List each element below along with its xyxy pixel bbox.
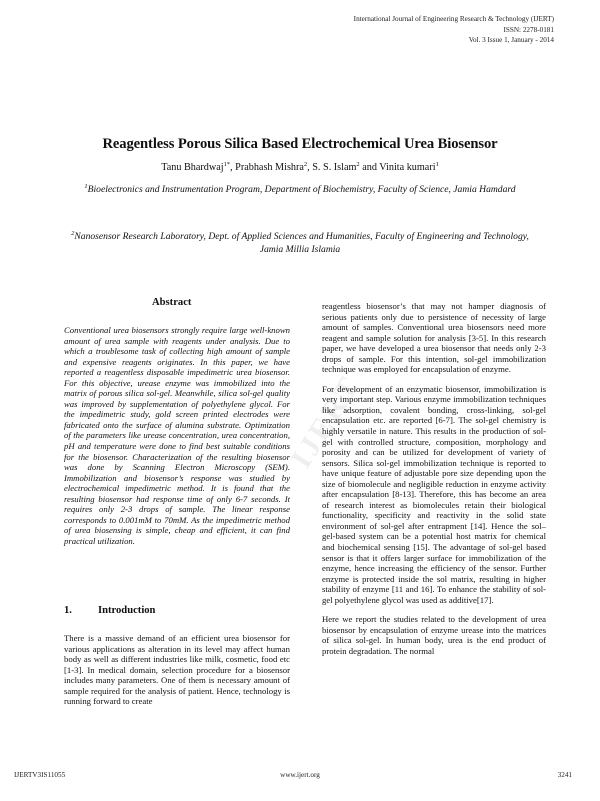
volume-issue: Vol. 3 Issue 1, January - 2014	[468, 36, 554, 45]
right-paragraph-1: reagentless biosensor’s that may not hamper diagnosis of serious patients only due to persistence of necessity of large amount of samples. Conventional urea biosensors need more reagent and sample solution for analysis [3-5]. In this research paper, we have developed a urea biosensor that needs only 2-3 drops of sample. For this intention, sol-gel immobilization technique was employed for encapsulation of enzyme.	[322, 301, 546, 375]
author-sep: and	[359, 162, 380, 173]
affiliation-text: Bioelectronics and Instrumentation Program, Department of Biochemistry, Faculty of Science, Jamia Hamdard	[87, 184, 516, 195]
abstract-body	[64, 325, 290, 546]
author-name: Vinita kumari	[379, 162, 436, 173]
author-sep: ,	[307, 162, 313, 173]
footer-paper-id: IJERTV3IS11055	[14, 771, 66, 779]
right-column	[322, 301, 546, 657]
author-sup: 1	[435, 161, 439, 168]
section-number: 1.	[64, 605, 72, 616]
affiliation-sup: 1	[84, 183, 88, 190]
section-title: Introduction	[97, 605, 156, 616]
abstract-paragraph: Conventional urea biosensors strongly require large well-known amount of urea sample with reagents under analysis. Due to which a troublesome task of collecting high amount of sample and expensive reagents originates. In this paper, we have reported a reagentless disposable impedimetric urea biosensor. For this objective, urease enzyme was immobilized into the matrix of porous silica sol-gel. Meanwhile, silica sol-gel quality was improved by supplementation of polyethylene glycol. For the impedimetric study, gold screen printed electrodes were fabricated onto the surface of alumina substrate. Optimization of the parameters like urease concentration, urea concentration, pH and temperature were done to find best suitable conditions for the biosensor. Characterization of the resulting biosensor was done by Scanning Electron Microscopy (SEM). Immobilization and biosensor’s response was studied by electrochemical impedimetric method. It is found that the resulting biosensor had response time of only 6-7 seconds. It requires only 2-3 drops of sample. The linear response corresponds to 0.001mM to 70mM. As the impedimetric method of urea biosensing is simple, cheap and efficient, it can find practical utilization.	[64, 325, 290, 546]
paper-title: Reagentless Porous Silica Based Electrochemical Urea Biosensor	[102, 136, 498, 152]
author-sup: 2	[303, 161, 308, 168]
right-paragraph-3: Here we report the studies related to the development of urea biosensor by encapsulation of enzyme urease into the matrices of silica sol-gel. In human body, urea is the end product of protein degradation. The normal	[322, 614, 546, 656]
footer-url[interactable]: www.ijert.org	[280, 771, 320, 779]
author-sep: ,	[230, 162, 236, 173]
journal-name: International Journal of Engineering Research & Technology (IJERT)	[353, 15, 554, 23]
author-sup: 2	[356, 161, 360, 168]
running-header	[354, 14, 554, 46]
affiliation-text: Nanosensor Research Laboratory, Dept. of Applied Sciences and Humanities, Faculty of Engineering and Technology, Jamia Millia Islamia	[74, 231, 529, 256]
page-number: 3241	[557, 771, 572, 779]
intro-body	[64, 633, 290, 707]
right-paragraph-2: For development of an enzymatic biosensor, immobilization is very important step. Various enzyme immobilization techniques like adsorption, covalent bonding, cross-linking, sol-gel encapsulation etc. are reported [6-7]. The sol-gel chemistry is highly versatile in nature. This results in the production of sol- gel with controlled structure, composition, morphology and porosity and can be utilized for development of variety of sensors. Silica sol-gel immobilization technique is reported to have unique feature of adjustable pore size depending upon the size of biomolecule and negligible reduction in enzyme activity after encapsulation [8-13]. Therefore, this has become an area of research interest as biomolecules retain their biological functionality, specificity and reactivity in the solid state environment of sol-gel after entrapment [14]. Hence the sol–gel-based system can be a potential host matrix for chemical and biochemical sensing [15]. The advantage of sol-gel based sensor is that it offers larger surface for immobilization of the enzyme, hence increasing the efficiency of the sensor. Further enzyme is protected inside the sol matrix, resulting in higher stability of enzyme [11 and 16]. To enhance the stability of sol-gel polyethylene glycol was used as additive[17].	[322, 383, 546, 605]
intro-paragraph: There is a massive demand of an efficient urea biosensor for various applications as alteration in its level may affect human body as well as different industries like milk, cosmetic, food etc [1-3]. In medical domain, selection procedure for a biosensor includes many parameters. One of them is necessary amount of sample required for the analysis of patient. Hence, technology is running forward to create	[64, 633, 290, 707]
affiliation-sup: 2	[71, 230, 75, 237]
issn: ISSN: 2278-0181	[503, 25, 554, 34]
author-name: Prabhash Mishra	[235, 162, 304, 173]
author-list	[0, 162, 600, 173]
author-sup: 1*	[223, 161, 231, 168]
author-name: Tanu Bhardwaj	[161, 162, 224, 173]
intro-heading	[64, 605, 181, 616]
abstract-heading: Abstract	[152, 297, 192, 308]
watermark: IJERT	[284, 369, 367, 474]
author-name: S. S. Islam	[312, 162, 357, 173]
affiliation-2	[60, 230, 540, 257]
affiliation-1	[60, 183, 540, 196]
